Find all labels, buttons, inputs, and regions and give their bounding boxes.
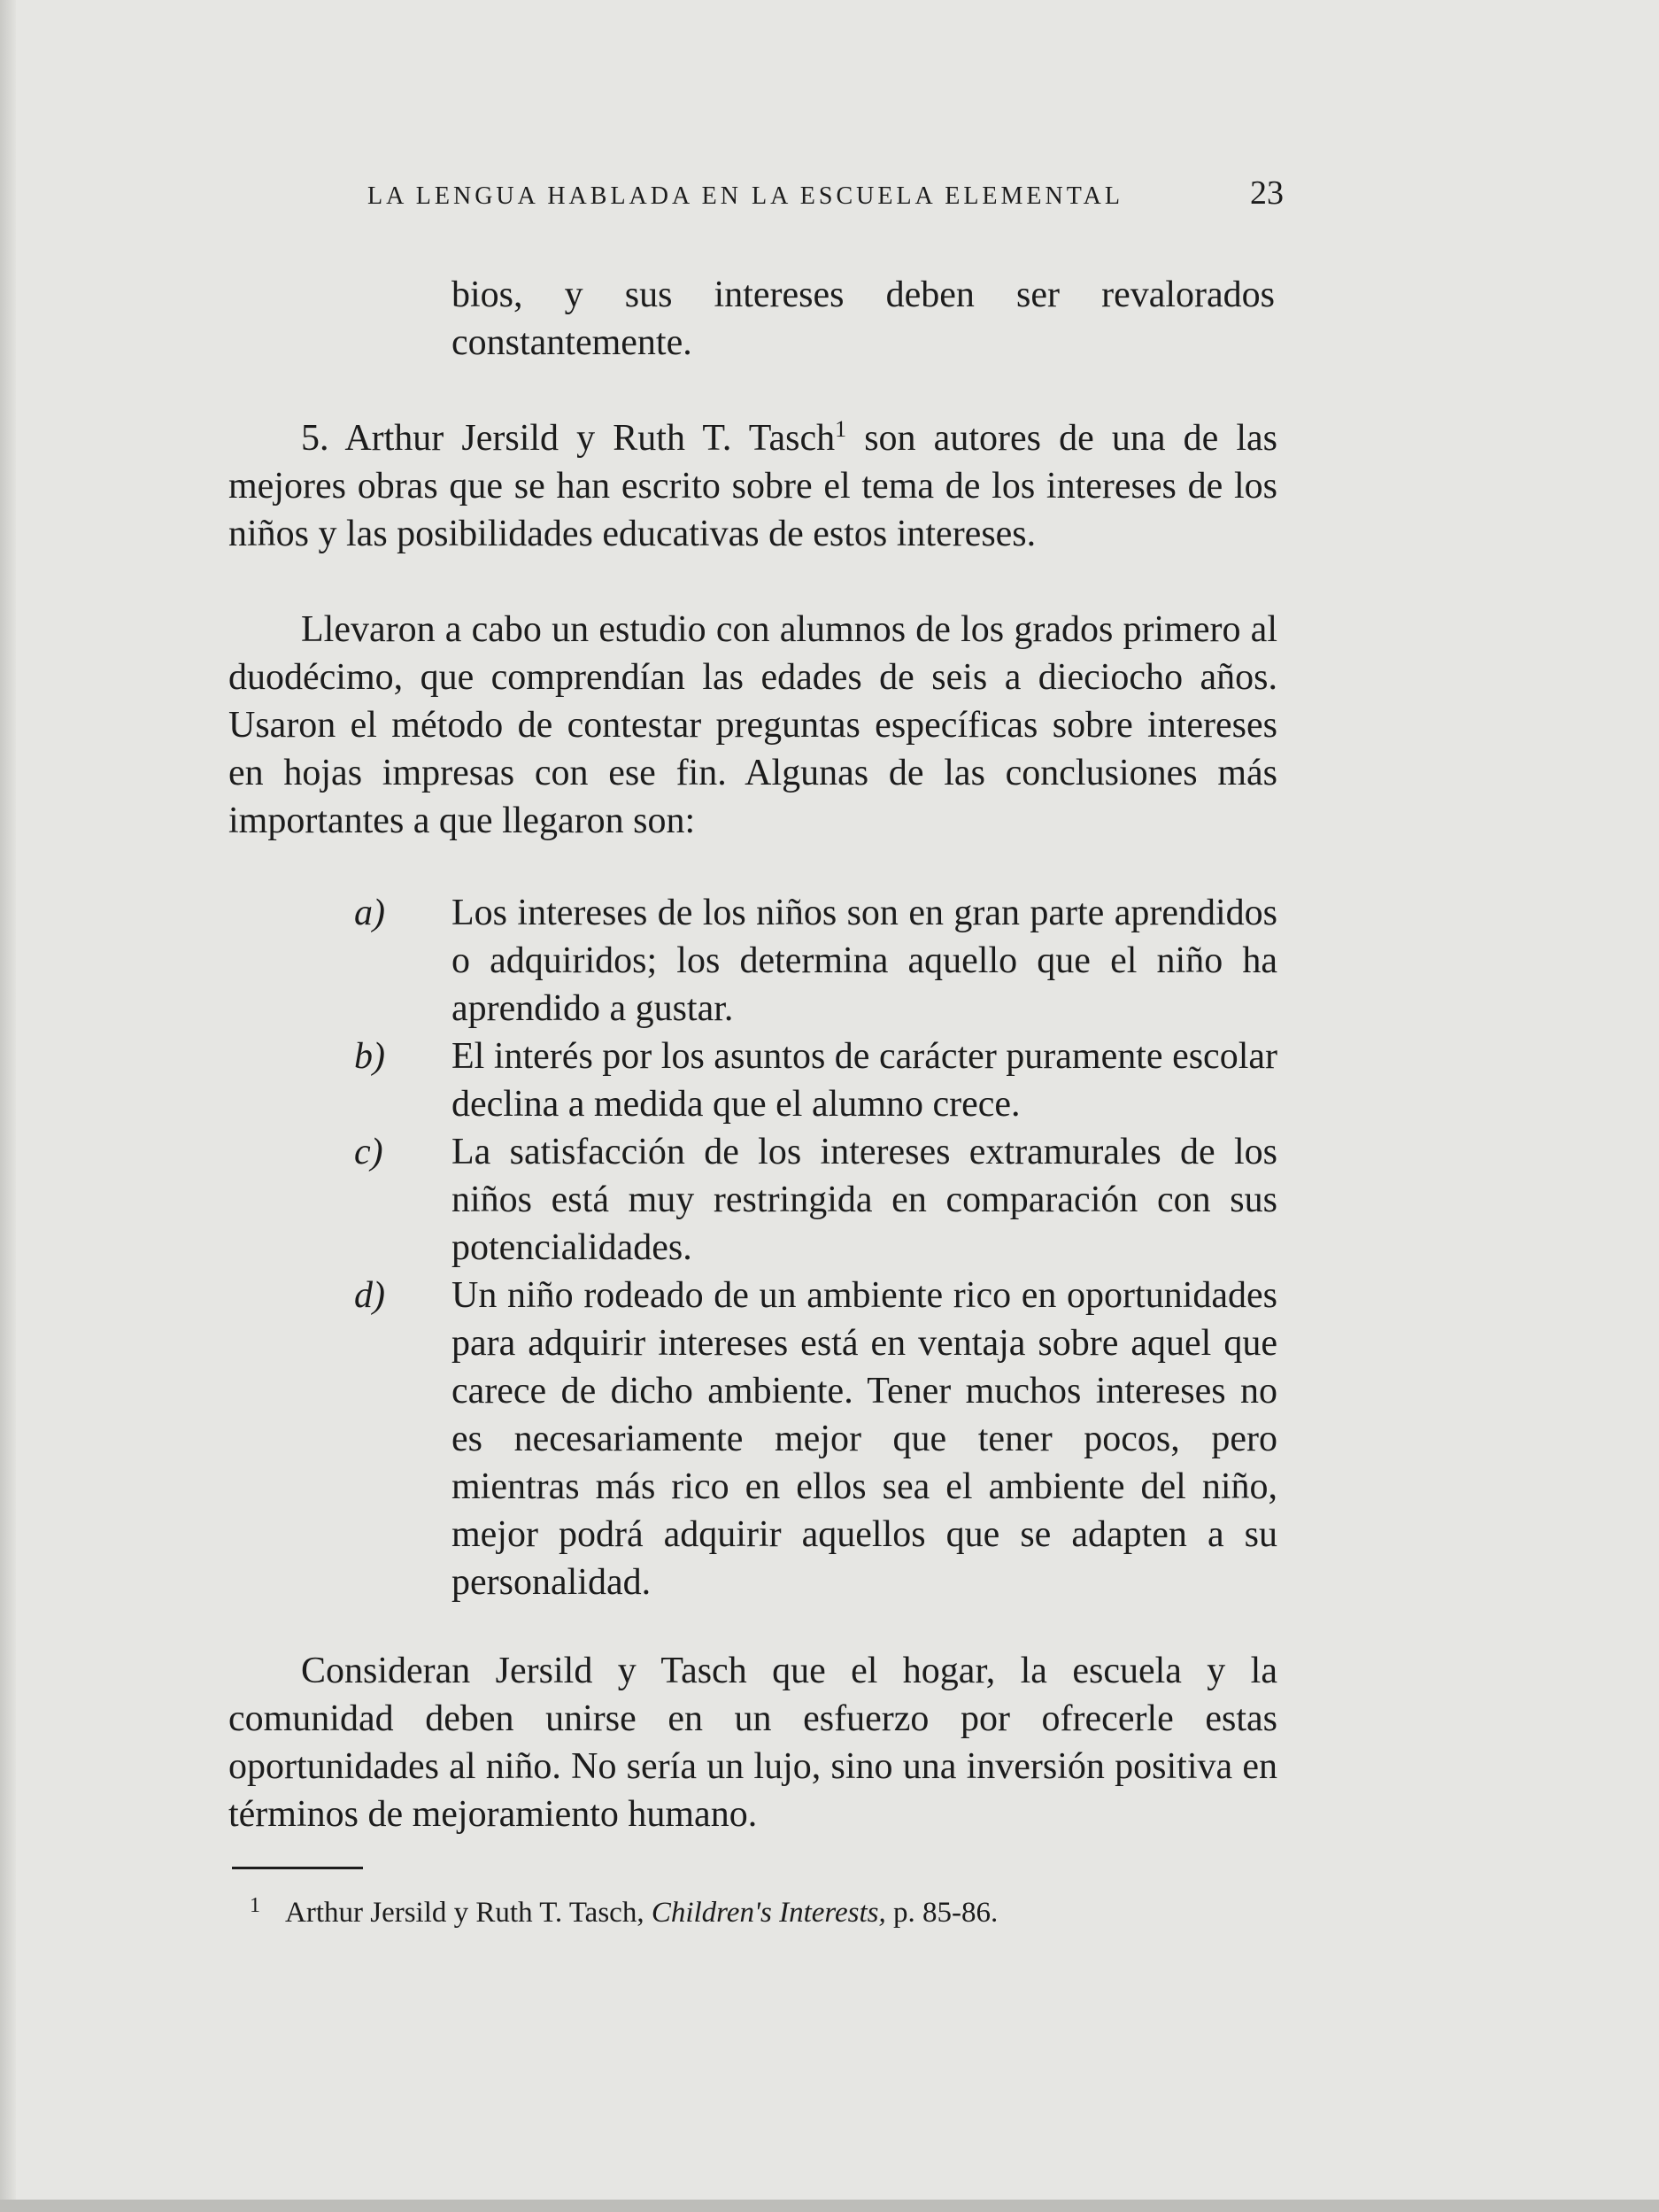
section-5-number: 5. [301,418,329,459]
page-edge-left [0,0,16,2212]
conclusion-item-d [354,1272,1277,1606]
conclusion-text: El interés por los asuntos de carácter puramente escolar declina a medida que el alumno crece. [451,1036,1277,1125]
conclusion-marker: b) [354,1036,385,1077]
study-paragraph: Llevaron a cabo un estudio con alumnos de los grados primero al duodécimo, que comprendían las edades de seis a dieciocho años. Usaron el método de contestar preguntas específicas sobre intereses en hojas impresas con ese fin. Algunas de las conclusiones más importantes a que llegaron son: [228,609,1277,841]
section-5-authors: Arthur Jersild y Ruth T. Tasch [344,418,836,459]
footnote-title: Children's Interests, [651,1897,886,1929]
footnote [250,1893,1285,1932]
conclusion-marker: a) [354,893,385,933]
conclusion-item-a [354,889,1277,1033]
conclusion-marker: c) [354,1132,383,1172]
footnote-mark: 1 [250,1894,260,1917]
conclusion-text: Los intereses de los niños son en gran parte aprendidos o adquiridos; los determina aquello que el niño ha aprendido a gustar. [451,893,1277,1029]
conclusion-text: La satisfacción de los intereses extramurales de los niños está muy restringida en comparación con sus potencialidades. [451,1132,1277,1268]
page-edge-bottom [0,2200,1659,2212]
conclusion-text: Un niño rodeado de un ambiente rico en oportunidades para adquirir intereses está en ventaja sobre aquel que carece de dicho ambiente. Tener muchos intereses no es necesariamente mejor que tener pocos, pero mientras más rico en ellos sea el ambiente del niño, mejor podrá adquirir aquellos que se adapten a su personalidad. [451,1275,1277,1603]
page-header [367,174,1284,213]
page-number: 23 [1250,174,1284,212]
footnote-divider [232,1867,363,1869]
footnote-authors: Arthur Jersild y Ruth T. Tasch, [285,1897,652,1929]
conclusion-item-c [354,1128,1277,1272]
conclusion-marker: d) [354,1275,385,1316]
footnote-reference: 1 [835,416,847,442]
running-head: LA LENGUA HABLADA EN LA ESCUELA ELEMENTAL [367,182,1123,210]
section-5-text: son autores de una de las mejores obras que se han escrito sobre el tema de los intereses de los niños y las posibilidades educativas de estos intereses. [228,418,1278,554]
section-5-paragraph [228,414,1277,558]
continuation-text: bios, y sus intereses deben ser revalorados constantemente. [451,275,1275,363]
footnote-pages: p. 85-86. [885,1897,999,1929]
closing-paragraph: Consideran Jersild y Tasch que el hogar, la escuela y la comunidad deben unirse en un esfuerzo por ofrecerle estas oportunidades al niño. No sería un lujo, sino una inversión positiva en términos de mejoramiento humano. [228,1651,1277,1835]
conclusion-item-b [354,1033,1277,1128]
